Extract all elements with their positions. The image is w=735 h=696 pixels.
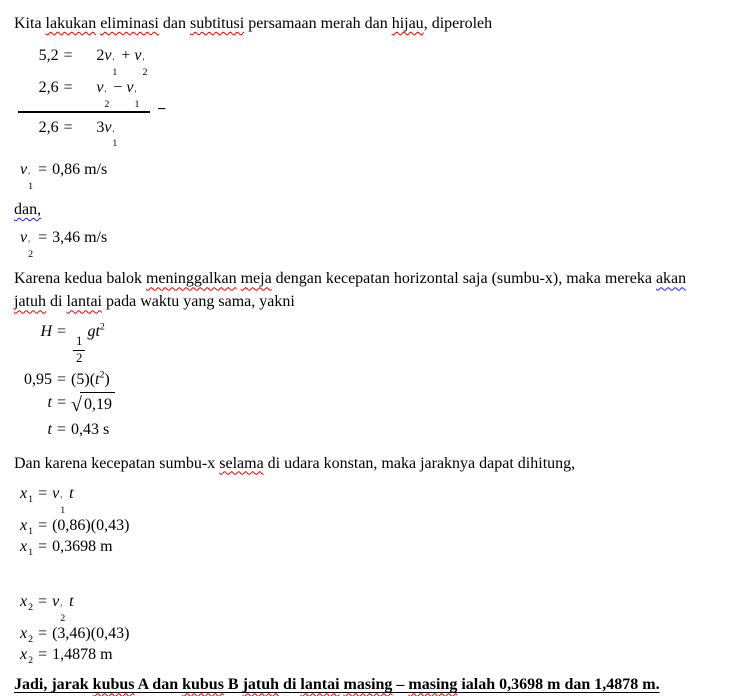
prime-mark: ′ bbox=[112, 128, 115, 140]
squiggle-marked-word: eliminasi bbox=[100, 15, 159, 32]
equals-sign: = bbox=[63, 79, 73, 97]
v1-result-equation bbox=[20, 159, 107, 191]
equation-rhs bbox=[71, 321, 115, 366]
subscript: 1 bbox=[60, 504, 66, 516]
intro-paragraph bbox=[14, 12, 721, 35]
squiggle-marked-word: jatuh bbox=[14, 293, 46, 311]
equals-sign: = bbox=[38, 160, 48, 178]
equation-rhs bbox=[71, 392, 115, 417]
math-text: + bbox=[117, 47, 135, 64]
squiggle-marked-word: meja bbox=[240, 270, 272, 288]
subscript: 1 bbox=[112, 138, 118, 150]
equation-lhs bbox=[39, 117, 59, 149]
equation-rhs bbox=[52, 159, 107, 191]
equals-sign: = bbox=[38, 646, 48, 664]
equals-sign: = bbox=[63, 47, 73, 64]
prime-subscript-stack bbox=[28, 172, 33, 191]
equation-lhs bbox=[20, 483, 33, 515]
math-text: (3,46)(0,43) bbox=[52, 625, 130, 643]
prime-mark: ′ bbox=[142, 56, 145, 68]
equation-lhs bbox=[24, 369, 52, 390]
fraction-denominator: 2 bbox=[73, 350, 85, 367]
prime-subscript-stack bbox=[28, 240, 33, 259]
equation-lhs bbox=[20, 644, 33, 665]
radicand: 0,19 bbox=[80, 392, 115, 415]
equals-sign: = bbox=[63, 118, 73, 136]
math-text: 5,2 bbox=[38, 47, 59, 64]
equation-lhs bbox=[39, 77, 59, 109]
equals-sign: = bbox=[57, 420, 67, 438]
squiggle-marked-word: meninggalkan bbox=[145, 270, 237, 288]
math-text: 2,6 bbox=[38, 79, 59, 97]
prime-subscript-stack bbox=[112, 130, 117, 149]
prime-mark: ′ bbox=[112, 56, 115, 68]
squiggle-marked-word: lakukan bbox=[45, 15, 97, 32]
equation-rhs bbox=[52, 536, 129, 557]
equals-sign: = bbox=[57, 323, 67, 341]
equals-sign: = bbox=[57, 393, 67, 411]
equation-lhs bbox=[20, 623, 33, 644]
subscript: 2 bbox=[142, 66, 148, 78]
math-text: 3,46 m/s bbox=[52, 229, 108, 247]
math-variable: v bbox=[96, 79, 104, 97]
math-variable: v bbox=[52, 484, 60, 502]
subscript: 2 bbox=[28, 655, 34, 667]
subscript: 2 bbox=[60, 612, 66, 624]
variable-with-subscript bbox=[104, 118, 118, 150]
math-variable: v bbox=[104, 118, 112, 136]
equals-sign: = bbox=[57, 370, 67, 388]
squiggle-marked-word: kubus bbox=[182, 676, 224, 694]
text-segment: pada waktu yang sama, yakni bbox=[102, 293, 295, 311]
equals-sign: = bbox=[38, 537, 48, 555]
equation-rhs bbox=[52, 515, 129, 536]
prime-mark: ′ bbox=[28, 239, 31, 251]
math-text: 1,4878 m bbox=[52, 646, 113, 664]
math-variable: x bbox=[20, 516, 28, 534]
height-time-equations bbox=[24, 321, 115, 439]
equation-lhs bbox=[48, 392, 52, 417]
equation-lhs bbox=[20, 227, 33, 259]
variable-with-subscript bbox=[20, 592, 34, 613]
equals-sign: = bbox=[38, 592, 48, 610]
math-text: 0,95 bbox=[24, 370, 52, 388]
equation-lhs bbox=[39, 45, 59, 77]
squiggle-marked-word: selama bbox=[219, 454, 264, 472]
squiggle-marked-word: hijau bbox=[391, 15, 424, 32]
equals-sign: = bbox=[38, 516, 48, 534]
text-segment: di udara konstan, maka jaraknya dapat dihitung, bbox=[263, 454, 576, 472]
superscript: 2 bbox=[99, 322, 105, 334]
squiggle-marked-word: masing bbox=[408, 676, 458, 694]
variable-with-subscript bbox=[52, 484, 66, 516]
equation-lhs bbox=[20, 591, 33, 623]
distance-paragraph bbox=[14, 452, 721, 475]
variable-with-subscript bbox=[20, 646, 34, 667]
math-text: 2 bbox=[96, 47, 105, 64]
equation-rhs bbox=[52, 591, 129, 623]
squiggle-marked-word: masing bbox=[343, 676, 393, 694]
math-text: ) bbox=[104, 370, 110, 388]
math-variable: v bbox=[104, 47, 112, 64]
fraction bbox=[73, 334, 85, 367]
v2-result-equation bbox=[20, 227, 107, 259]
elimination-system-equations bbox=[20, 45, 166, 149]
math-variable: v bbox=[134, 47, 142, 64]
math-variable: x bbox=[20, 484, 28, 502]
equation-rhs bbox=[52, 644, 129, 665]
math-variable: v bbox=[52, 592, 60, 610]
math-variable: t bbox=[95, 323, 100, 341]
text-segment: dan bbox=[158, 15, 190, 32]
math-text: − bbox=[109, 79, 127, 97]
math-variable: g bbox=[87, 323, 96, 341]
variable-with-subscript bbox=[126, 79, 140, 111]
variable-with-subscript bbox=[20, 537, 34, 558]
squiggle-marked-word: subtitusi bbox=[189, 15, 245, 32]
squiggle-marked-word: akan bbox=[655, 270, 687, 288]
text-segment: Jadi, jarak bbox=[14, 676, 93, 694]
equation-lhs bbox=[40, 321, 52, 366]
variable-with-subscript bbox=[20, 229, 34, 260]
variable-with-subscript bbox=[104, 47, 118, 78]
math-text: 0,43 s bbox=[71, 420, 110, 438]
subscript: 1 bbox=[28, 546, 34, 558]
variable-with-subscript bbox=[134, 47, 148, 78]
text-segment: A dan bbox=[134, 676, 183, 694]
text-segment: persamaan merah dan bbox=[244, 15, 392, 32]
equation-lhs bbox=[48, 419, 52, 440]
square-root bbox=[71, 392, 115, 415]
prime-mark: ′ bbox=[60, 602, 63, 614]
variable-with-subscript bbox=[20, 625, 34, 646]
math-variable: t bbox=[47, 420, 52, 438]
math-text: (0,86)(0,43) bbox=[52, 516, 130, 534]
connector-dan bbox=[14, 198, 721, 221]
variable-with-subscript bbox=[20, 516, 34, 537]
math-variable: x bbox=[20, 537, 28, 555]
subscript: 2 bbox=[104, 99, 110, 111]
equals-sign: = bbox=[38, 229, 48, 247]
radical-sign: √ bbox=[71, 393, 83, 416]
math-text: (5)( bbox=[71, 370, 96, 388]
equation-lhs bbox=[20, 536, 33, 557]
equals-sign: = bbox=[38, 484, 48, 502]
equation-rhs bbox=[71, 369, 115, 390]
squiggle-marked-word: kubus bbox=[92, 676, 135, 694]
equation-rhs bbox=[52, 623, 129, 644]
subscript: 1 bbox=[112, 66, 118, 78]
math-variable: v bbox=[20, 229, 28, 247]
x2-distance-equations bbox=[20, 591, 129, 665]
prime-mark: ′ bbox=[60, 494, 63, 506]
math-variable: v bbox=[20, 160, 28, 178]
text-segment: di bbox=[279, 676, 301, 694]
text-segment: – bbox=[392, 676, 409, 694]
text-segment: , diperoleh bbox=[423, 15, 493, 32]
variable-with-subscript bbox=[20, 160, 34, 192]
math-text: 2,6 bbox=[38, 118, 59, 136]
text-segment: ialah 0,3698 m dan 1,4878 m. bbox=[457, 676, 660, 694]
superscript: 2 bbox=[99, 369, 105, 381]
conclusion-line bbox=[14, 673, 721, 696]
equation-rhs bbox=[52, 227, 107, 259]
variable-with-subscript bbox=[20, 484, 34, 505]
math-variable: t bbox=[69, 592, 74, 610]
subscript: 2 bbox=[28, 248, 34, 260]
squiggle-marked-word: lantai bbox=[300, 676, 340, 694]
subtraction-rule-row: − bbox=[18, 108, 166, 117]
variable-with-subscript bbox=[96, 79, 110, 111]
subscript: 1 bbox=[134, 99, 140, 111]
math-variable: t bbox=[69, 484, 74, 502]
fall-time-paragraph bbox=[14, 267, 721, 313]
equation-rhs bbox=[96, 45, 166, 77]
math-variable: x bbox=[20, 625, 28, 643]
text-segment: dengan kecepatan horizontal saja (sumbu-x), maka mereka bbox=[271, 270, 656, 288]
fraction-numerator: 1 bbox=[76, 333, 83, 348]
subscript: 1 bbox=[28, 525, 34, 537]
text-segment: Karena kedua balok bbox=[14, 270, 146, 288]
text-segment: Kita bbox=[14, 15, 46, 32]
squiggle-marked-word: lantai bbox=[66, 293, 102, 311]
math-text: 0,3698 m bbox=[52, 537, 113, 555]
math-variable: v bbox=[126, 79, 134, 97]
subscript: 2 bbox=[28, 601, 34, 613]
x1-distance-equations bbox=[20, 483, 129, 557]
prime-subscript-stack bbox=[143, 58, 148, 77]
subscript: 1 bbox=[28, 493, 34, 505]
subtraction-rule-line bbox=[18, 111, 150, 113]
text-segment: di bbox=[46, 293, 67, 311]
math-variable: H bbox=[40, 323, 52, 341]
variable-with-subscript bbox=[52, 592, 66, 624]
subscript: 1 bbox=[28, 180, 34, 192]
text-segment: Dan karena kecepatan sumbu-x bbox=[14, 454, 220, 472]
math-variable: x bbox=[20, 646, 28, 664]
subscript: 2 bbox=[28, 634, 34, 646]
equation-rhs bbox=[96, 117, 166, 149]
text-segment: B bbox=[223, 676, 243, 694]
equation-rhs bbox=[96, 77, 166, 109]
equals-sign: = bbox=[38, 625, 48, 643]
math-variable: t bbox=[95, 370, 100, 388]
squiggle-marked-word: jatuh bbox=[242, 676, 280, 694]
math-text: 0,86 m/s bbox=[52, 160, 108, 178]
prime-mark: ′ bbox=[134, 89, 137, 101]
math-variable: t bbox=[47, 393, 52, 411]
math-variable: x bbox=[20, 592, 28, 610]
prime-mark: ′ bbox=[104, 89, 107, 101]
equation-rhs bbox=[52, 483, 129, 515]
equation-lhs bbox=[20, 159, 33, 191]
equation-rhs bbox=[71, 419, 115, 440]
squiggle-marked-word: dan, bbox=[14, 201, 42, 219]
prime-mark: ′ bbox=[28, 170, 31, 182]
equation-lhs bbox=[20, 515, 33, 536]
math-text: 3 bbox=[96, 118, 105, 136]
